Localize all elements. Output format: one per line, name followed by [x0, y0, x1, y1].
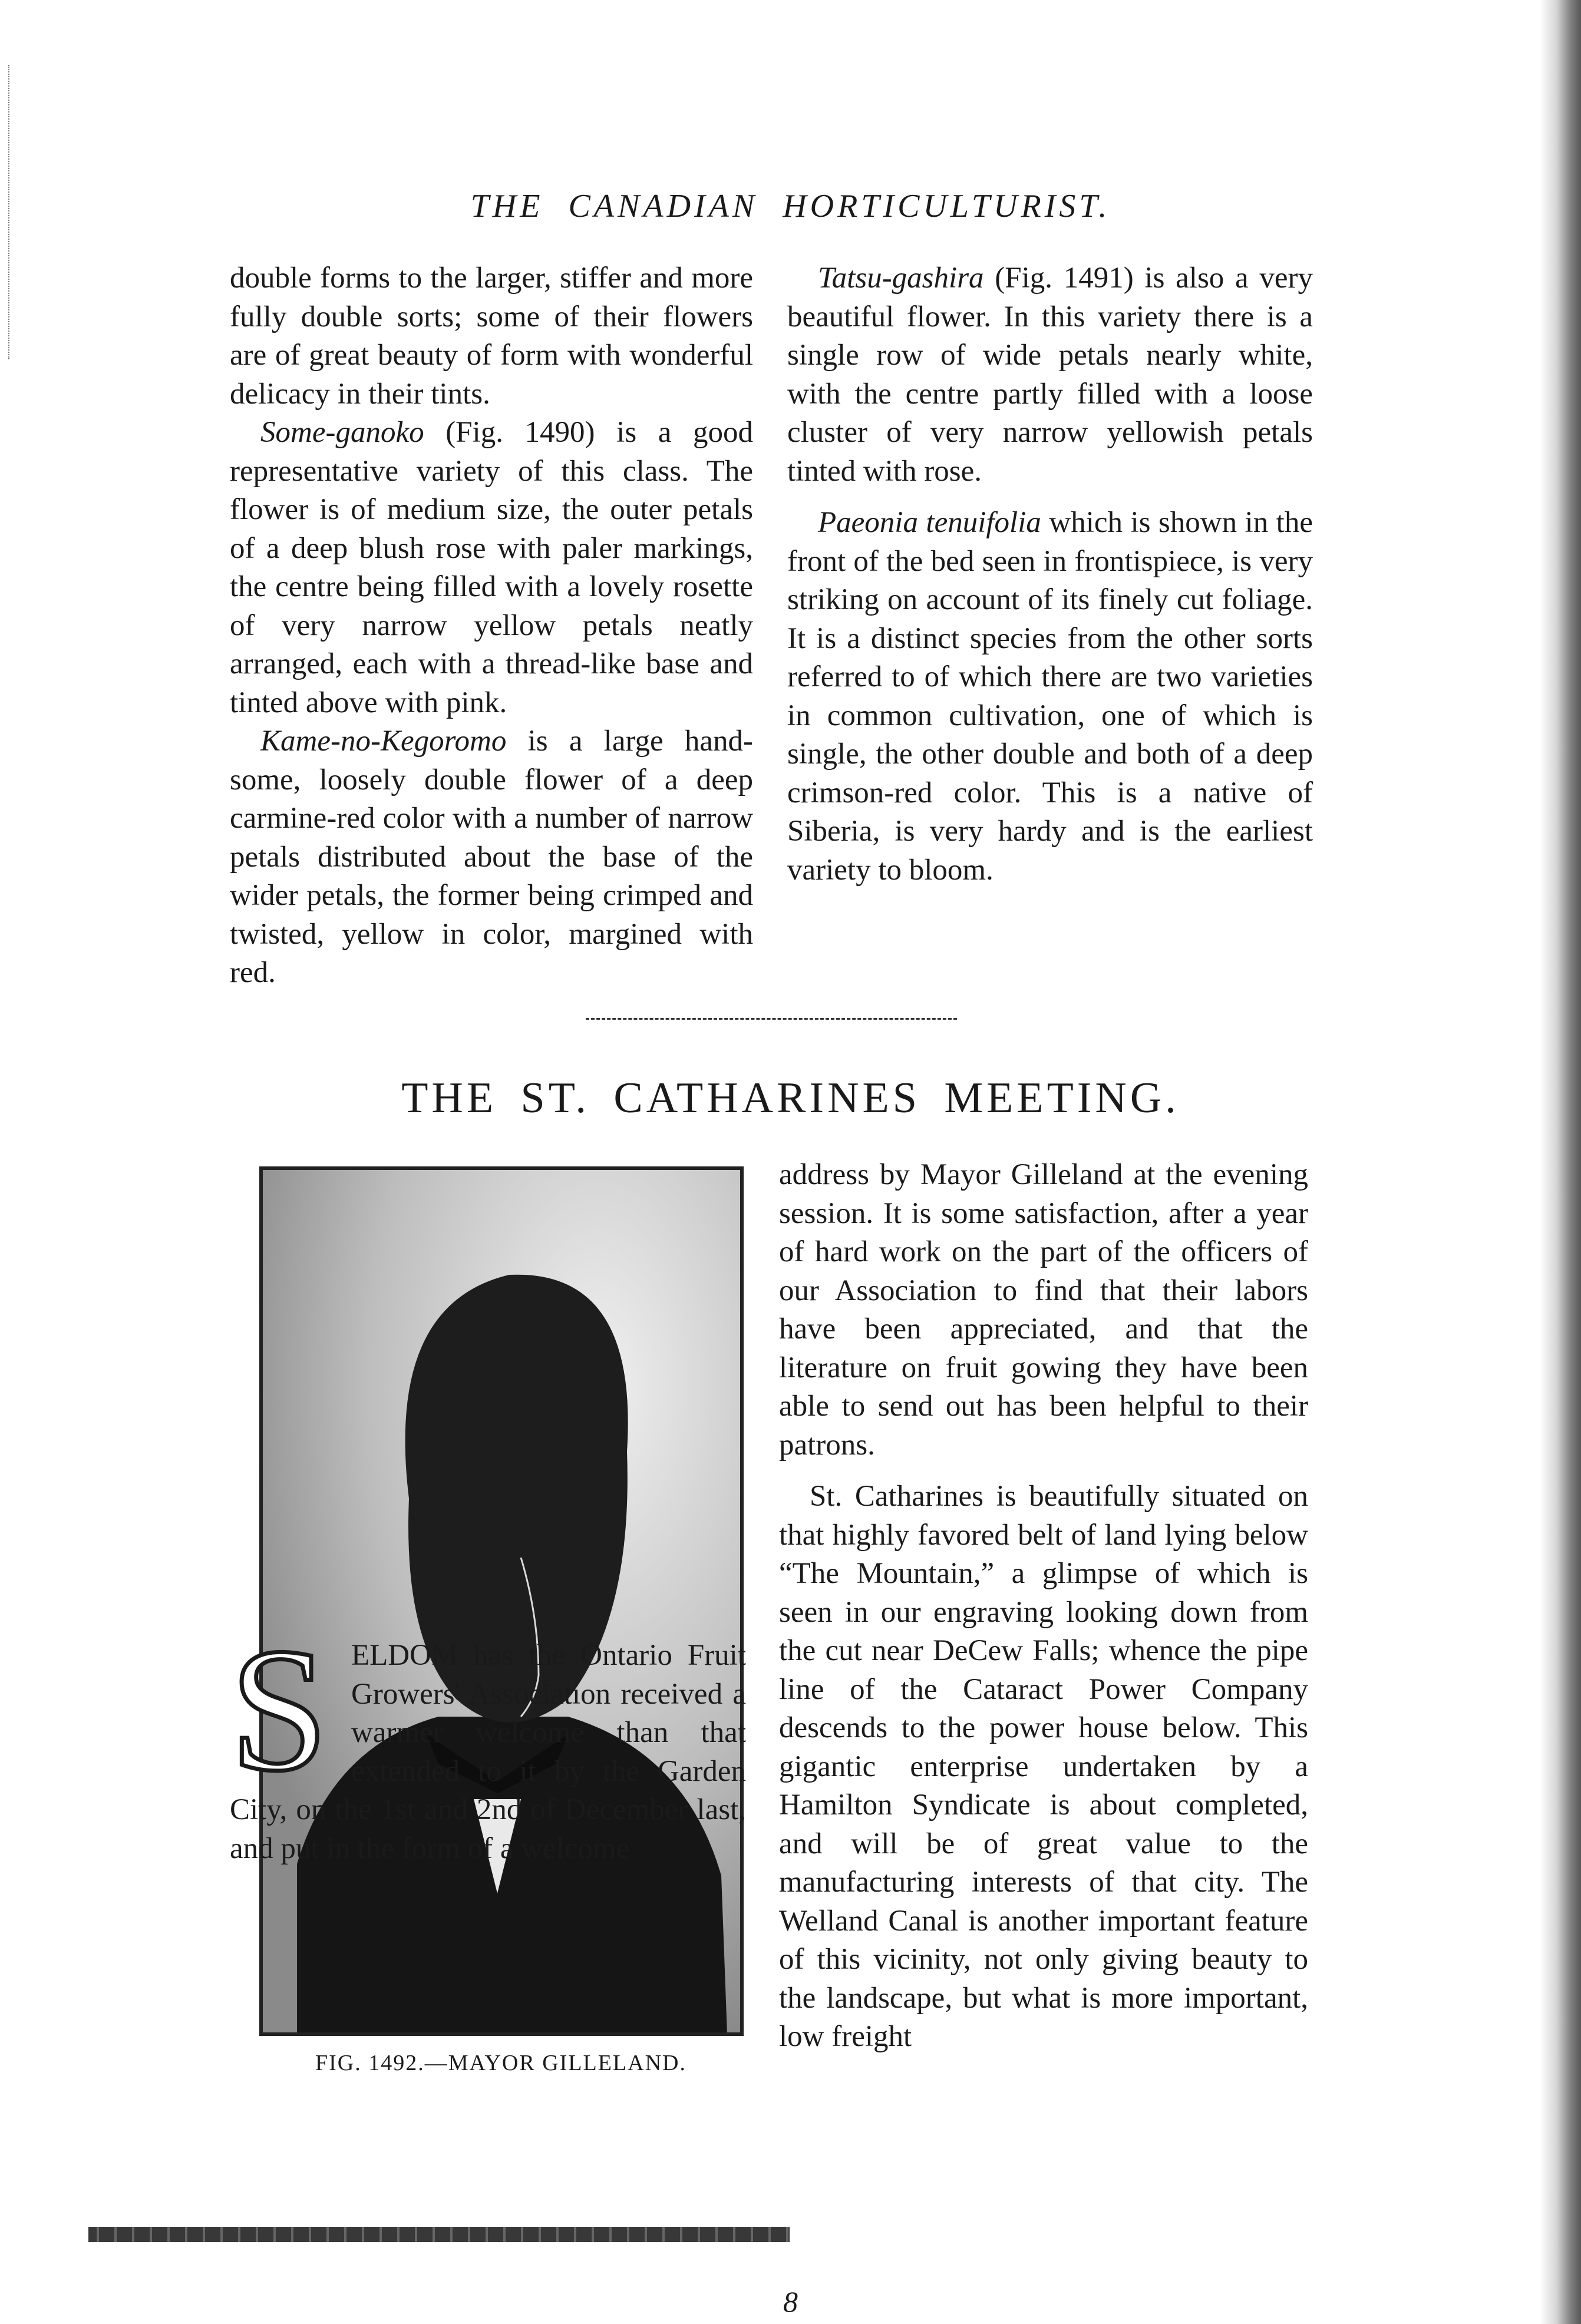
paragraph-text: (Fig. 1491) is also a very beautiful flower. In this variety there is a single row of wide petals nearly white, with the centre partly filled with a loose cluster of very narrow yellowish petals tinted with rose. — [787, 262, 1313, 488]
paragraph-text: is a large handsome, loosely double flower of a deep carmine-red color with a number of narrow petals distributed about the base of the wider petals, the former being crimped and twisted, yellow in color, margined with red. — [230, 725, 753, 989]
paragraph-text: has the Ontario Fruit Growers' Association received a warmer welcome than that extended to it by the Garden City, on the 1st and 2nd of December last, and put in the form of a welcome — [230, 1639, 746, 1865]
portrait-engraving — [262, 1169, 741, 2034]
section-title: THE ST. CATHARINES MEETING. — [401, 1074, 1180, 1122]
drop-cap: S — [230, 1612, 328, 1807]
scan-artifact-bar — [88, 2227, 790, 2242]
paragraph — [230, 722, 753, 993]
section-divider — [586, 1018, 957, 1020]
running-head: THE CANADIAN HORTICULTURIST. — [470, 188, 1111, 224]
paragraph: St. Catharines is beautifully situated on that highly favored belt of land lying below “The Mountain,” a glimpse of which is seen in our engraving looking down from the cut near DeCew Falls; whence the pipe line of the Cataract Power Company descends to the power house below. This gigantic enterprise undertaken by a Hamilton Syndicate is about completed, and will be of great value to the manufacturing interests of that city. The Welland Canal is another important feature of this vicinity, not only giving beauty to the landscape, but what is more important, low freight — [779, 1480, 1308, 2053]
figure-caption: FIG. 1492.—MAYOR GILLELAND. — [315, 2051, 686, 2075]
paragraph-text: (Fig. 1490) is a good representative variety of this class. The flower is of medium size, the outer petals of a deep blush rose with paler markings, the centre being filled with a lovely rosette of very narrow yellow petals neatly arranged, each with a thread-like base and tinted above with pink. — [230, 416, 753, 719]
paragraph: double forms to the larger, stiffer and more fully double sorts; some of their flowers are of great beauty of form with wonderful delicacy in their tints. — [230, 262, 753, 411]
scan-page-edge — [1540, 0, 1581, 2324]
paragraph — [230, 414, 753, 722]
lead-word: ELDOM — [351, 1639, 458, 1672]
portrait-image — [259, 1166, 744, 2036]
variety-name: Kame-no-Kegoromo — [260, 725, 507, 758]
top-right-column — [787, 259, 1313, 890]
bottom-left-column — [230, 1612, 746, 1868]
top-left-column — [230, 259, 753, 993]
paragraph — [787, 504, 1313, 890]
bottom-right-column — [779, 1156, 1308, 2057]
variety-name: Tatsu-gashira — [818, 262, 984, 295]
paragraph: address by Mayor Gilleland at the evening session. It is some satisfaction, after a year of hard work on the part of the officers of our Association to find that their labors have been appreciated, and that the literature on fruit gowing they have been able to send out has been helpful to their patrons. — [779, 1158, 1308, 1462]
page-number: 8 — [783, 2285, 798, 2318]
paragraph — [787, 259, 1313, 491]
species-name: Paeonia tenuifolia — [818, 506, 1041, 539]
paragraph-text: which is shown in the front of the bed seen in frontispiece, is very striking on account of its finely cut foliage. It is a distinct species from the other sorts referred to of which there are two varieties in common cultivation, one of which is single, the other double and both of a deep crimson-red color. This is a native of Siberia, is very hardy and is the earliest variety to bloom. — [787, 506, 1313, 887]
variety-name: Some-ganoko — [260, 416, 424, 449]
paragraph — [230, 1612, 746, 1868]
